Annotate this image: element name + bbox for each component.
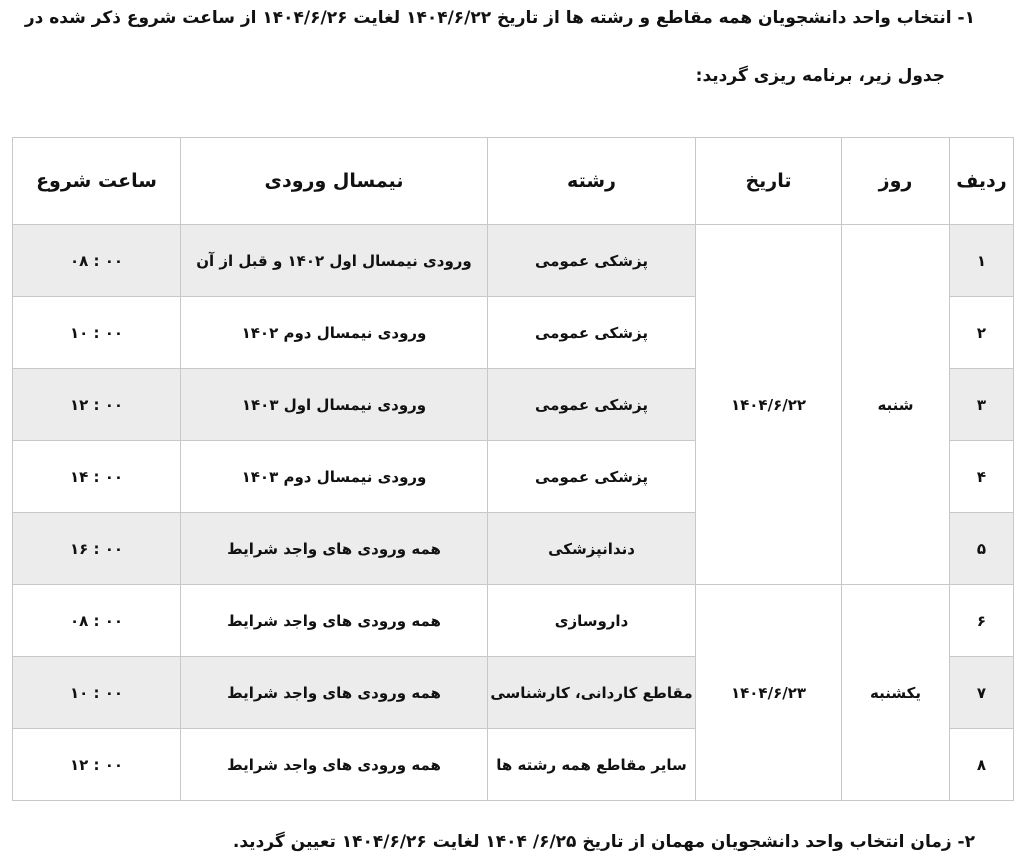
paragraph-1-line-1: ۱- انتخاب واحد دانشجویان همه مقاطع و رشته ها از تاریخ ۱۴۰۴/۶/۲۲ لغایت ۱۴۰۴/۶/۲۶ از ساعت شروع ذکر شده در <box>24 8 975 28</box>
field-cell: پزشکی عمومی <box>488 369 696 441</box>
row-number: ۱ <box>950 225 1014 297</box>
header-day: روز <box>842 138 950 225</box>
paragraph-1-line-2: جدول زیر، برنامه ریزی گردید: <box>695 66 945 86</box>
start-time-cell: ۱۰ : ۰۰ <box>13 657 181 729</box>
header-row-no: ردیف <box>950 138 1014 225</box>
row-number: ۸ <box>950 729 1014 801</box>
day-cell: شنبه <box>842 225 950 585</box>
table-header-row <box>13 138 1014 225</box>
start-time-cell: ۰۸ : ۰۰ <box>13 585 181 657</box>
start-time-cell: ۱۲ : ۰۰ <box>13 369 181 441</box>
field-cell: داروسازی <box>488 585 696 657</box>
field-cell: پزشکی عمومی <box>488 441 696 513</box>
entry-cell: ورودی نیمسال دوم ۱۴۰۳ <box>181 441 488 513</box>
day-cell: یکشنبه <box>842 585 950 801</box>
paragraph-2: ۲- زمان انتخاب واحد دانشجویان مهمان از تاریخ ۶/۲۵/ ۱۴۰۴ لغایت ۱۴۰۴/۶/۲۶ تعیین گردید. <box>232 832 975 852</box>
field-cell: سایر مقاطع همه رشته ها <box>488 729 696 801</box>
schedule-table <box>12 137 1014 801</box>
start-time-cell: ۱۶ : ۰۰ <box>13 513 181 585</box>
row-number: ۶ <box>950 585 1014 657</box>
date-cell: ۱۴۰۴/۶/۲۲ <box>696 225 842 585</box>
field-cell: پزشکی عمومی <box>488 297 696 369</box>
row-number: ۴ <box>950 441 1014 513</box>
header-entry: نیمسال ورودی <box>181 138 488 225</box>
header-date: تاریخ <box>696 138 842 225</box>
row-number: ۳ <box>950 369 1014 441</box>
date-cell: ۱۴۰۴/۶/۲۳ <box>696 585 842 801</box>
start-time-cell: ۱۰ : ۰۰ <box>13 297 181 369</box>
table-row <box>13 585 1014 657</box>
entry-cell: ورودی نیمسال اول ۱۴۰۳ <box>181 369 488 441</box>
header-field: رشته <box>488 138 696 225</box>
field-cell: مقاطع کاردانی، کارشناسی <box>488 657 696 729</box>
row-number: ۲ <box>950 297 1014 369</box>
start-time-cell: ۱۴ : ۰۰ <box>13 441 181 513</box>
start-time-cell: ۱۲ : ۰۰ <box>13 729 181 801</box>
entry-cell: همه ورودی های واجد شرایط <box>181 657 488 729</box>
entry-cell: ورودی نیمسال دوم ۱۴۰۲ <box>181 297 488 369</box>
field-cell: پزشکی عمومی <box>488 225 696 297</box>
start-time-cell: ۰۸ : ۰۰ <box>13 225 181 297</box>
entry-cell: همه ورودی های واجد شرایط <box>181 729 488 801</box>
row-number: ۵ <box>950 513 1014 585</box>
table-row <box>13 225 1014 297</box>
entry-cell: ورودی نیمسال اول ۱۴۰۲ و قبل از آن <box>181 225 488 297</box>
entry-cell: همه ورودی های واجد شرایط <box>181 513 488 585</box>
header-start-time: ساعت شروع <box>13 138 181 225</box>
entry-cell: همه ورودی های واجد شرایط <box>181 585 488 657</box>
field-cell: دندانپزشکی <box>488 513 696 585</box>
row-number: ۷ <box>950 657 1014 729</box>
